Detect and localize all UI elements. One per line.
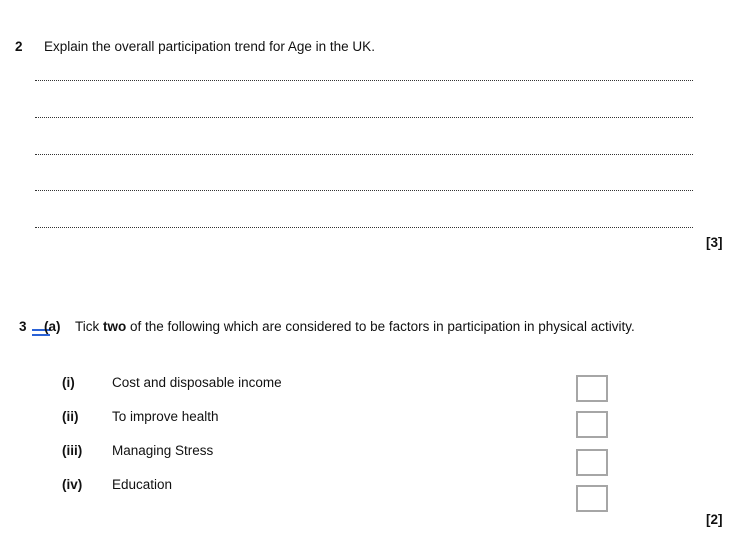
option-numeral: (ii)	[62, 409, 79, 424]
answer-line[interactable]	[35, 227, 693, 228]
question-text: Tick two of the following which are considered to be factors in participation in physical activity.	[75, 319, 635, 334]
answer-line[interactable]	[35, 117, 693, 118]
option-label: Cost and disposable income	[112, 375, 282, 390]
answer-line[interactable]	[35, 80, 693, 81]
tick-box[interactable]	[576, 411, 608, 438]
tick-box[interactable]	[576, 375, 608, 402]
marks: [3]	[706, 235, 723, 250]
answer-line[interactable]	[35, 154, 693, 155]
option-numeral: (iv)	[62, 477, 83, 492]
question-number: 3	[19, 319, 27, 334]
answer-line[interactable]	[35, 190, 693, 191]
option-numeral: (iii)	[62, 443, 83, 458]
option-label: To improve health	[112, 409, 219, 424]
tick-box[interactable]	[576, 449, 608, 476]
option-label: Education	[112, 477, 173, 492]
marks: [2]	[706, 512, 723, 527]
tick-box[interactable]	[576, 485, 608, 512]
question-part: (a)	[44, 319, 61, 334]
option-label: Managing Stress	[112, 443, 214, 458]
question-text: Explain the overall participation trend for Age in the UK.	[44, 39, 375, 54]
option-numeral: (i)	[62, 375, 75, 390]
question-number: 2	[15, 39, 23, 54]
